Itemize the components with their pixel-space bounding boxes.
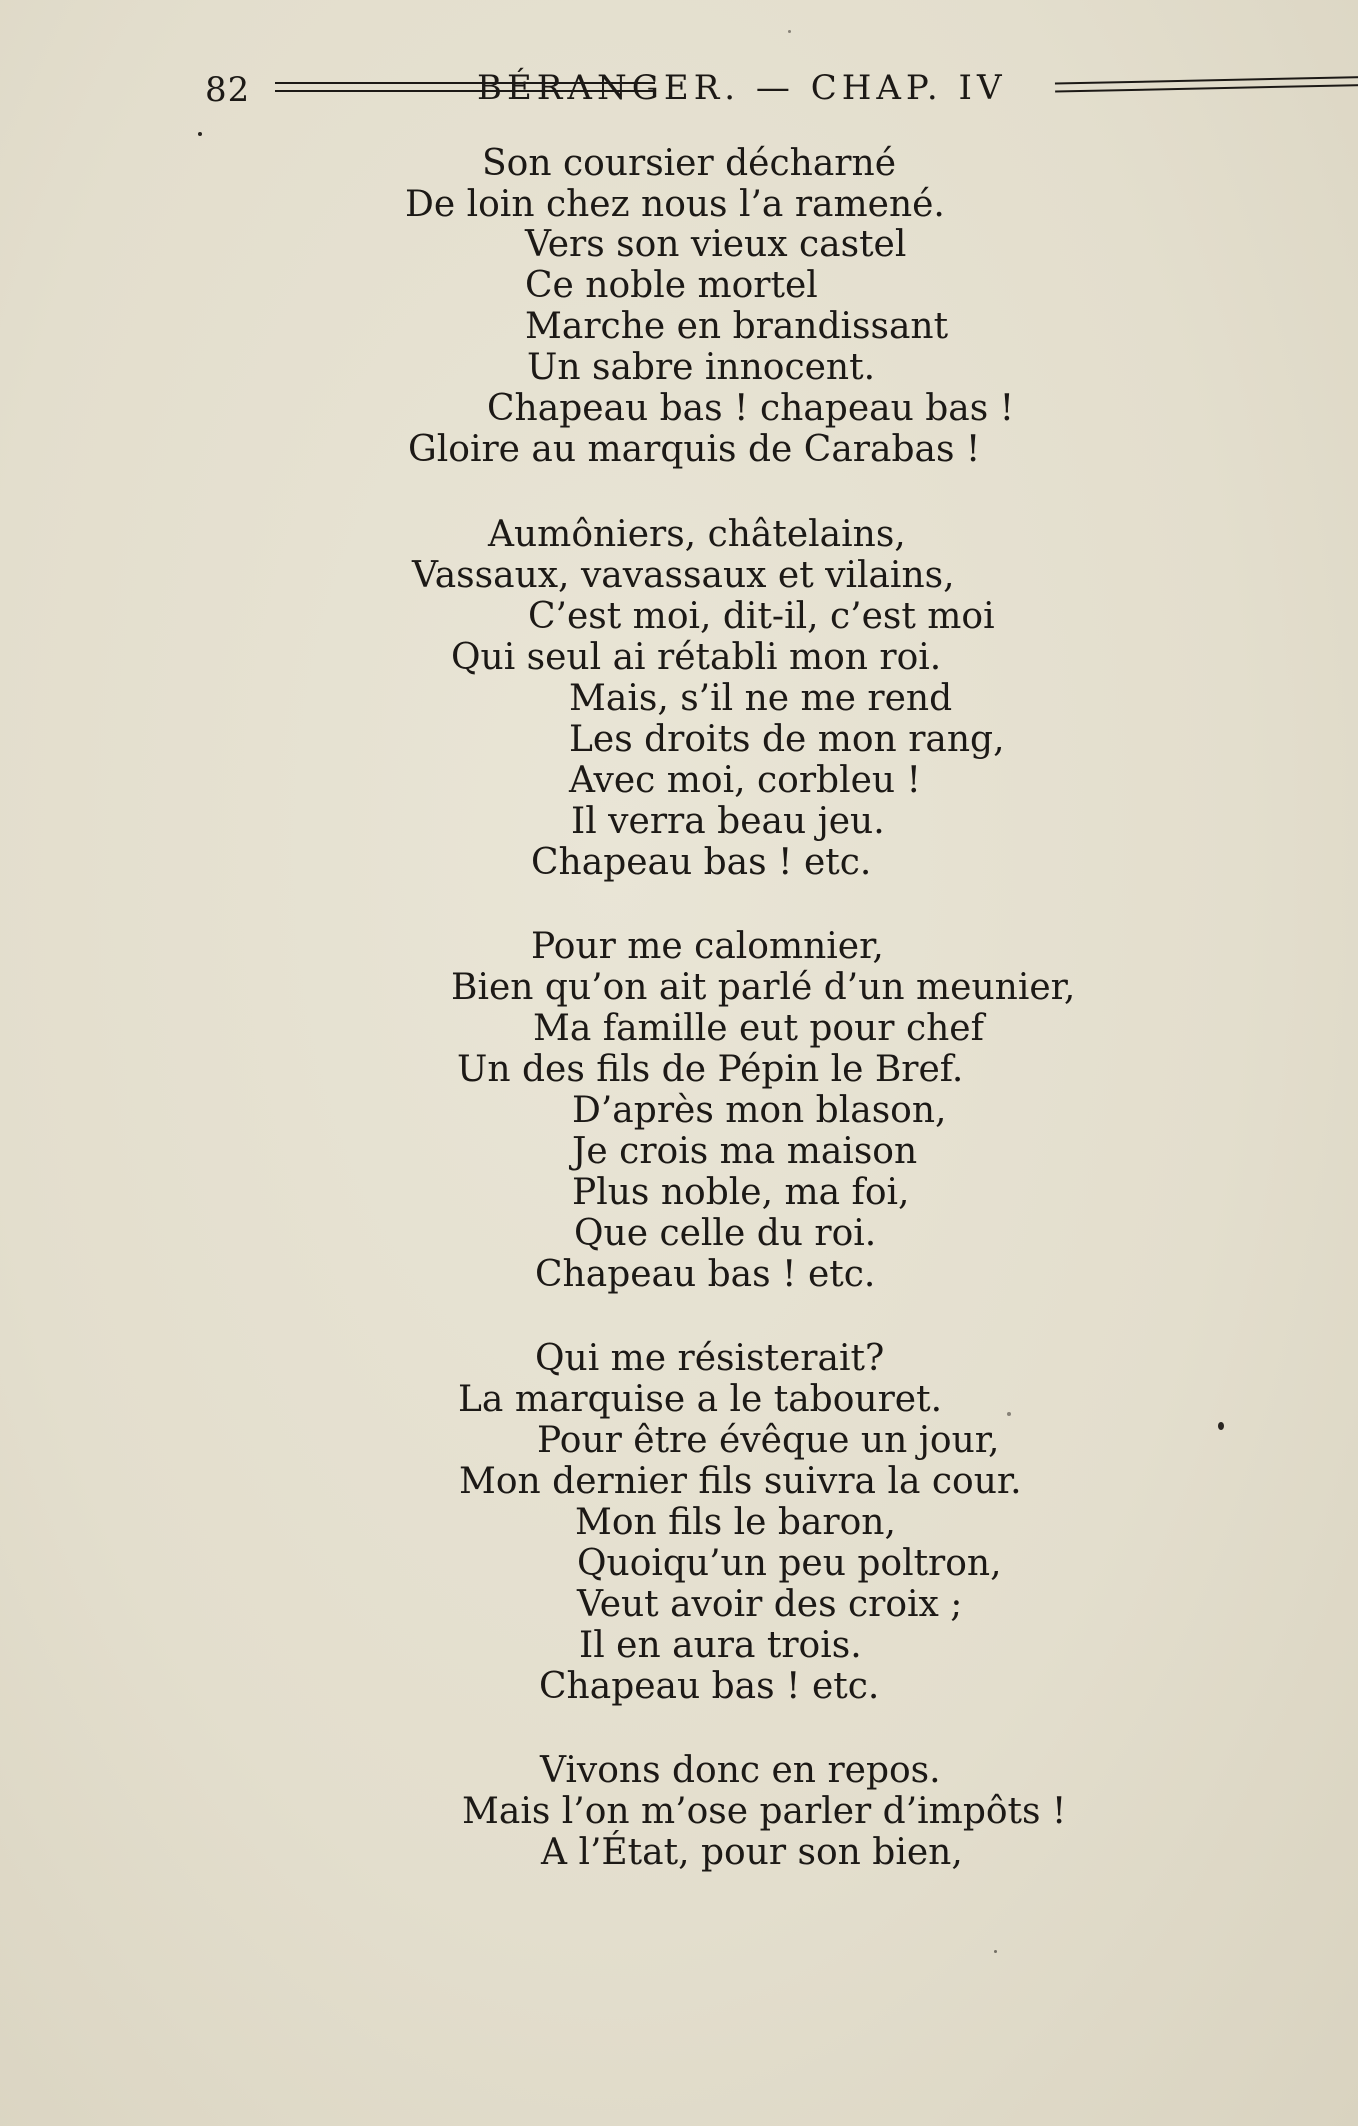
verse-line: De loin chez nous l’a ramené. [405,184,945,225]
verse-line: Gloire au marquis de Carabas ! [408,429,981,470]
verse-line: Que celle du roi. [574,1213,877,1254]
verse-line: Pour être évêque un jour, [537,1420,1000,1461]
verse-line: Chapeau bas ! etc. [535,1254,876,1295]
paper-speck [994,1950,997,1953]
verse-line: Chapeau bas ! etc. [539,1666,880,1707]
verse-line: Mon fils le baron, [575,1502,896,1543]
page-header [205,62,1285,118]
verse-line: C’est moi, dit-il, c’est moi [528,596,995,637]
verse-line: Aumôniers, châtelains, [488,514,906,555]
verse-line: Plus noble, ma foi, [572,1172,910,1213]
verse-line: Vassaux, vavassaux et vilains, [412,555,955,596]
verse-line: Les droits de mon rang, [569,719,1005,760]
verse-line: Mon dernier fils suivra la cour. [459,1461,1022,1502]
verse-line: Ce noble mortel [525,265,818,306]
verse-line: Vivons donc en repos. [540,1750,941,1791]
page-number: 82 [205,70,251,110]
verse-line: Un sabre innocent. [527,347,876,388]
verse-line: Mais l’on m’ose parler d’impôts ! [462,1791,1067,1832]
verse-line: Je crois ma maison [572,1131,918,1172]
verse-line: Chapeau bas ! chapeau bas ! [487,388,1015,429]
verse-line: La marquise a le tabouret. [458,1379,943,1420]
verse-line: Avec moi, corbleu ! [569,760,922,801]
verse-line: Quoiqu’un peu poltron, [577,1543,1002,1584]
verse-line: Chapeau bas ! etc. [531,842,872,883]
verse-line: Qui seul ai rétabli mon roi. [451,637,942,678]
verse-line: Il verra beau jeu. [571,801,885,842]
verse-line: Mais, s’il ne me rend [569,678,953,719]
verse-line: Marche en brandissant [525,306,949,347]
paper-speck [788,30,791,33]
verse-line: Pour me calomnier, [531,926,884,967]
verse-line: Qui me résisterait? [535,1338,885,1379]
verse-line: A l’État, pour son bien, [541,1832,963,1873]
verse-line: Il en aura trois. [579,1625,862,1666]
verse-line: Bien qu’on ait parlé d’un meunier, [451,967,1076,1008]
verse-line: Veut avoir des croix ; [577,1584,963,1625]
verse-line: Ma famille eut pour chef [533,1008,984,1049]
verse-line: Un des fils de Pépin le Bref. [457,1049,964,1090]
paper-speck [1007,1412,1011,1416]
paper-speck [1218,1422,1224,1430]
header-rule-right [1055,73,1358,92]
paper-speck [198,132,202,136]
running-head: BÉRANGER. — CHAP. IV [477,68,1007,108]
verse-line: Son coursier décharné [482,143,896,184]
verse-line: D’après mon blason, [572,1090,947,1131]
verse-line: Vers son vieux castel [525,224,907,265]
